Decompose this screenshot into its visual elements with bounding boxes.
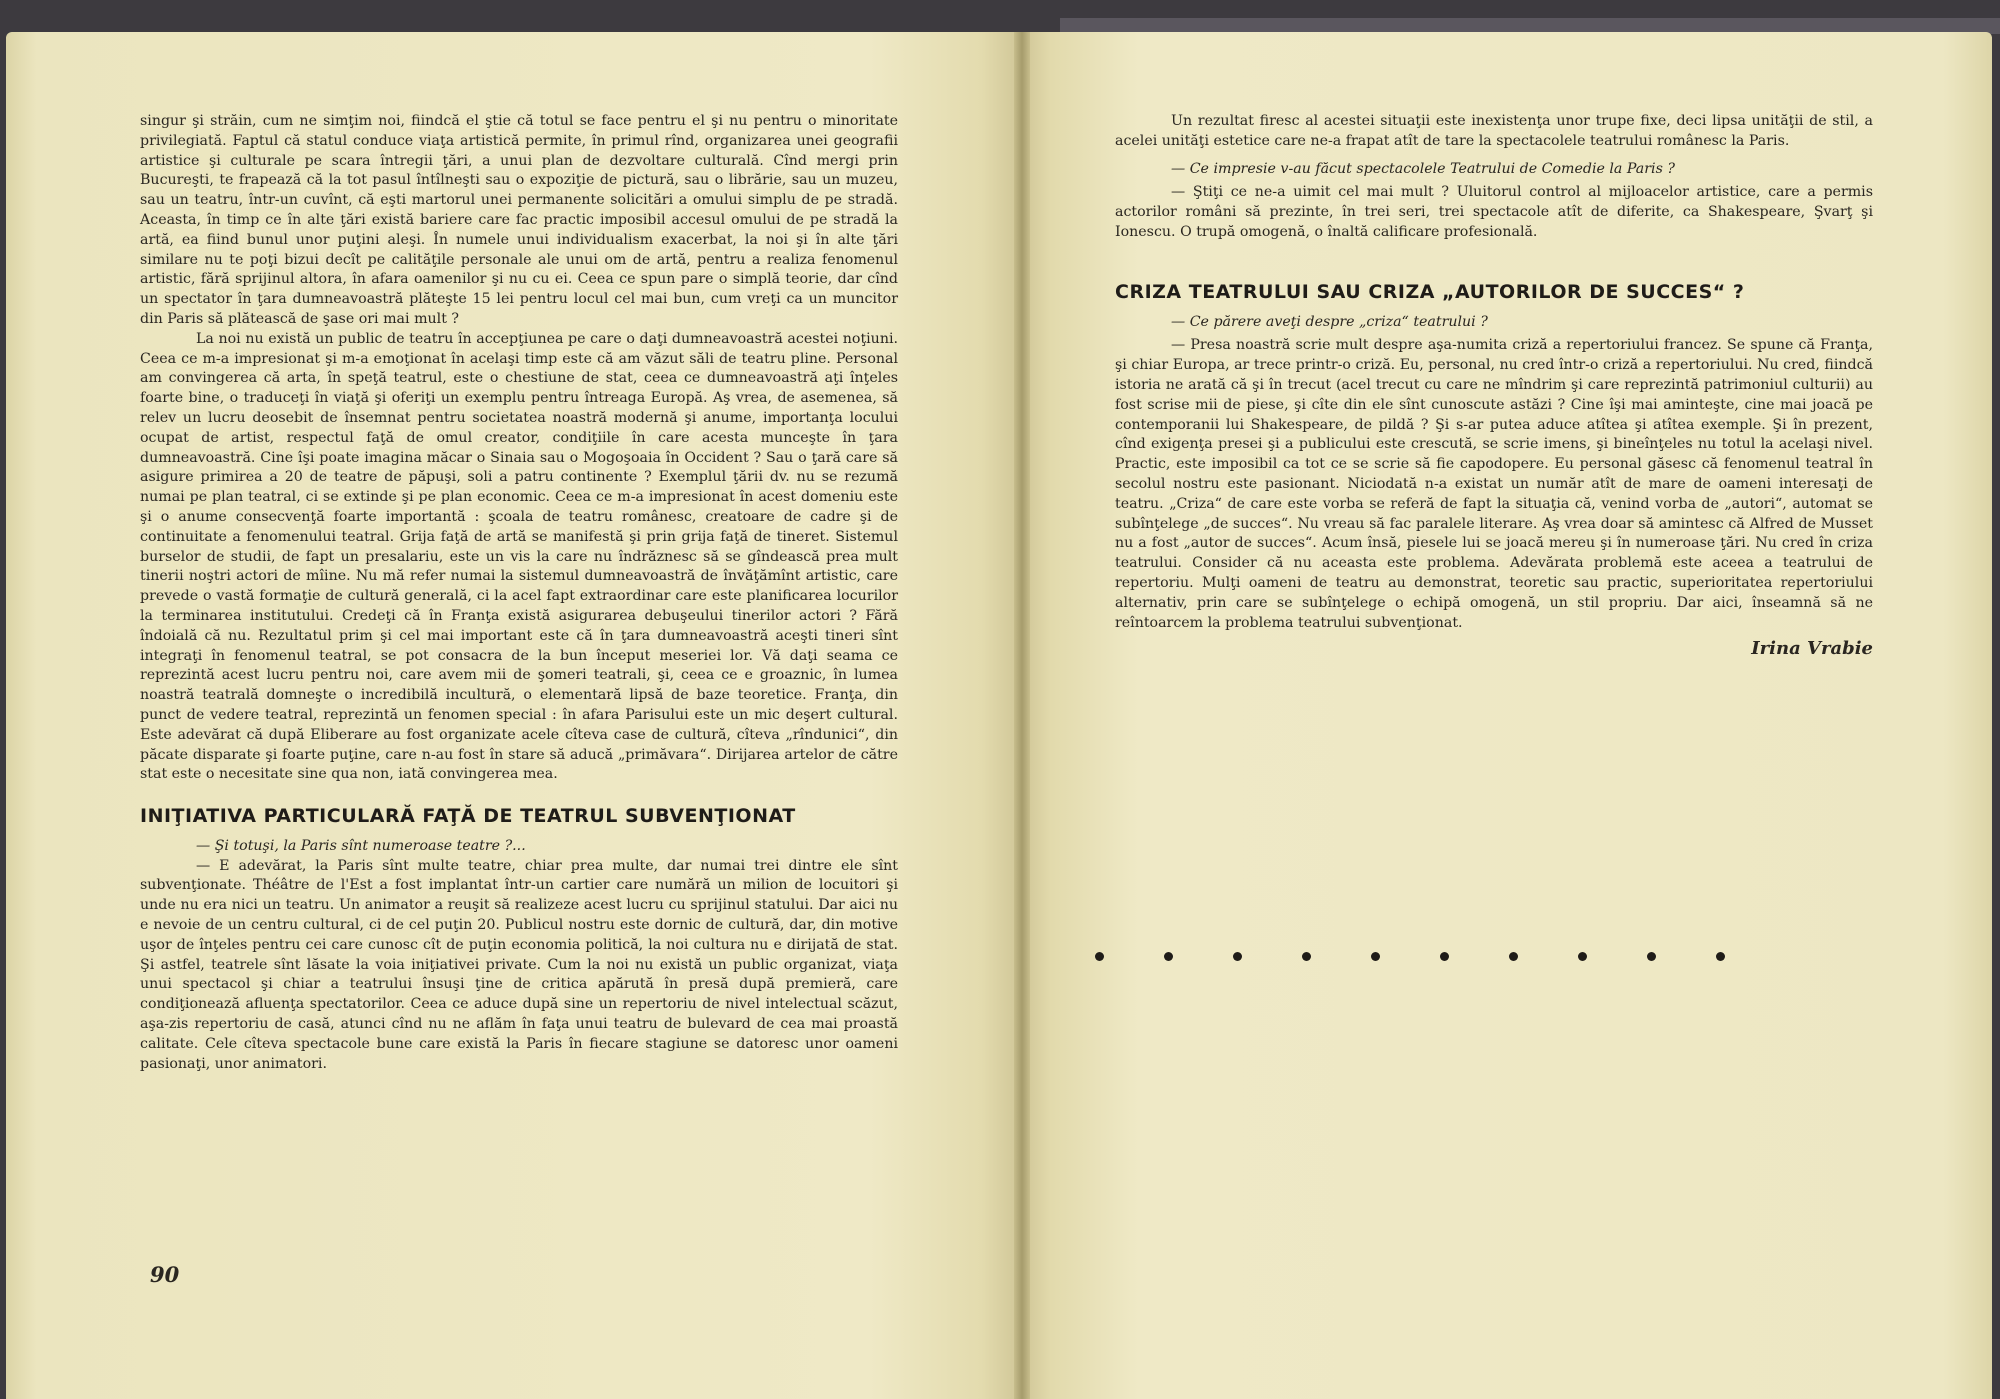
interview-question: — Şi totuşi, la Paris sînt numeroase teatre ?... (196, 837, 526, 854)
separator-dot (1302, 952, 1311, 961)
separator-dot (1578, 952, 1587, 961)
separator-dot (1095, 952, 1104, 961)
left-page-text (140, 112, 898, 1074)
left-paragraph-2: La noi nu există un public de teatru în accepţiunea pe care o daţi dumneavoastră acestei noţiuni. Ceea ce m-a impresionat şi m-a emoţionat în acelaşi timp este că am văzut săli de teatru pline. Personal am convingerea că arta, în speţă teatrul, este o chestiune de stat, ceea ce dumneavoastră aţi înţeles foarte bine, o traduceţi în viaţă şi oferiţi un exemplu pentru întreaga Europă. Aş vrea, de asemenea, să relev un lucru deosebit de însemnat pentru societatea noastră modernă şi anume, importanţa locului ocupat de artist, respectul faţă de omul creator, condiţiile în care acesta munceşte în ţara dumneavoastră. Cine îşi poate imagina măcar o Sinaia sau o Mogoşoaia în Occident ? Sau o ţară care să asigure primirea a 20 de teatre de păpuşi, soli a patru continente ? Exemplul ţării dv. nu se rezumă numai pe plan teatral, ci se extinde şi pe plan economic. Ceea ce m-a impresionat în acest domeniu este şi o anume consecvenţă foarte importantă : şcoala de teatru românesc, creatoare de cadre şi de continuitate a fenomenului teatral. Grija faţă de artă se manifestă şi prin grija faţă de tineret. Sistemul burselor de studii, de fapt un presalariu, este un vis la care nu îndrăznesc să se gîndească prea mult tinerii noştri actori de mîine. Nu mă refer numai la sistemul dumneavoastră de învăţămînt artistic, care prevede o vastă formaţie de cultură generală, ci la acel fapt extraordinar care este planificarea locurilor la terminarea institutului. Credeţi că în Franţa există asigurarea debuşeului tinerilor actori ? Fără îndoială că nu. Rezultatul prim şi cel mai important este că în ţara dumneavoastră aceşti tineri sînt integraţi în fenomenul teatral, se pot consacra de la bun început meseriei lor. Vă daţi seama ce reprezintă acest lucru pentru noi, care avem mii de şomeri teatrali, şi, ceea ce e groaznic, în lumea noastră teatrală domneşte o incredibilă incultură, o elementară lipsă de baze teoretice. Franţa, din punct de vedere teatral, reprezintă un fenomen special : în afara Parisului este un mic deşert cultural. Este adevărat că după Eliberare au fost organizate acele cîteva case de cultură, cîteva „rîndunici“, din păcate disparate şi foarte puţine, care n-au fost în stare să aducă „primăvara“. Dirijarea artelor de către stat este o necesitate sine qua non, iată convingerea mea. (140, 330, 898, 783)
left-paragraph-1: singur şi străin, cum ne simţim noi, fiindcă el ştie că totul se face pentru el şi nu pentru o minoritate privilegiată. Faptul că statul conduce viaţa artistică permite, în primul rînd, organizarea unei geografii artistice şi culturale pe scara întregii ţări, a unui plan de dezvoltare culturală. Cînd mergi prin Bucureşti, te frapează că la tot pasul întîlneşti sau o expoziţie de pictură, sau o librărie, sau un muzeu, sau un teatru, într-un cuvînt, că eşti martorul unei permanente solicitări a omului simplu de pe stradă. Aceasta, în timp ce în alte ţări există bariere care fac practic imposibil accesul omului de pe stradă la artă, ea fiind bunul unor puţini aleşi. În numele unui individualism exacerbat, la noi şi în alte ţări similare nu te poţi bizui decît pe calităţile personale ale unui om de artă, pentru a realiza fenomenul artistic, fără sprijinul altora, în afara oamenilor şi nu cu ei. Ceea ce spun pare o simplă teorie, dar cînd un spectator în ţara dumneavoastră plăteşte 15 lei pentru locul cel mai bun, cum vreţi ca un muncitor din Paris să plătească de şase ori mai mult ? (140, 113, 898, 327)
section-heading-criza: CRIZA TEATRULUI SAU CRIZA „AUTORILOR DE SUCCES“ ? (1115, 280, 1745, 303)
separator-dot (1371, 952, 1380, 961)
interview-answer-1: — Ştiţi ce ne-a uimit cel mai mult ? Uluitorul control al mijloacelor artistice, care a permis actorilor români să prezinte, în trei seri, trei spectacole atît de diferite, ca Shakespeare, Şvarţ şi Ionescu. O trupă omogenă, o înaltă calificare profesională. (1115, 184, 1873, 240)
separator-dot (1716, 952, 1725, 961)
separator-dot (1440, 952, 1449, 961)
separator-dot (1509, 952, 1518, 961)
section-heading-initiativa: INIŢIATIVA PARTICULARĂ FAŢĂ DE TEATRUL SUBVENŢIONAT (140, 805, 796, 828)
author-signature: Irina Vrabie (1751, 638, 1873, 660)
interview-answer-2: — Presa noastră scrie mult despre aşa-numita criză a repertoriului francez. Se spune că Franţa, şi chiar Europa, ar trece printr-o criză. Eu, personal, nu cred într-o criză a repertoriului. Nu cred, fiindcă istoria ne arată că şi în trecut (acel trecut cu care ne mîndrim şi care reprezintă patrimoniul culturii) au fost scrise mii de piese, şi cîte din ele sînt cunoscute astăzi ? Cine îşi mai aminteşte, cine mai joacă pe contemporanii lui Shakespeare, de pildă ? Şi s-ar putea aduce atîtea şi atîtea exemple. Şi în prezent, cînd exigenţa presei şi a publicului este crescută, se scrie imens, şi bineînţeles nu totul la acelaşi nivel. Practic, este imposibil ca tot ce se scrie să fie capodopere. Eu personal găsesc că fenomenul teatral în secolul nostru este pasionant. Niciodată n-a existat un număr atît de mare de oameni interesaţi de teatru. „Criza“ de care este vorba se referă de fapt la situaţia că, venind vorba de „autori“, automat se subînţelege „de succes“. Nu vreau să fac paralele literare. Aş vrea doar să amintesc că Alfred de Musset nu a fost „autor de succes“. Acum însă, piesele lui se joacă mereu şi în numeroase ţări. Nu cred în criza teatrului. Consider că nu aceasta este problema. Adevărata problemă este aceea a teatrului de repertoriu. Mulţi oameni de teatru au demonstrat, teoretic sau practic, superioritatea repertoriului alternativ, prin care se subînţelege o echipă omogenă, un stil propriu. Dar aici, înseamnă să ne reîntoarcem la problema teatrului subvenţionat. (1115, 337, 1873, 631)
interview-question-1: — Ce impresie v-au făcut spectacolele Teatrului de Comedie la Paris ? (1171, 160, 1675, 177)
separator-dot (1164, 952, 1173, 961)
decorative-dot-separator (1095, 952, 1725, 961)
interview-question-2: — Ce părere aveţi despre „criza“ teatrului ? (1171, 313, 1488, 330)
right-page-text (1115, 112, 1873, 659)
separator-dot (1647, 952, 1656, 961)
page-number: 90 (150, 1262, 180, 1287)
right-intro-paragraph: Un rezultat firesc al acestei situaţii este inexistenţa unor trupe fixe, deci lipsa unităţii de stil, a acelei unităţi estetice care ne-a frapat atît de tare la spectacolele teatrului românesc la Paris. (1115, 113, 1873, 149)
separator-dot (1233, 952, 1242, 961)
book-gutter (1014, 32, 1030, 1399)
interview-answer: — E adevărat, la Paris sînt multe teatre, chiar prea multe, dar numai trei dintre ele sînt subvenţionate. Théâtre de l'Est a fost implantat într-un cartier care numără un milion de locuitori şi unde nu era nici un teatru. Un animator a reuşit să realizeze acest lucru cu sprijinul statului. Dar aici nu e nevoie de un centru cultural, ci de cel puţin 20. Publicul nostru este dornic de cultură, dar, din motive uşor de înţeles pentru cei care cunosc cît de puţin economia politică, la noi cultura nu e dirijată de stat. Şi astfel, teatrele sînt lăsate la voia iniţiativei private. Cum la noi nu există un public organizat, viaţa unui spectacol şi chiar a teatrului însuşi ţine de critica apărută în presă după premieră, care condiţionează afluenţa spectatorilor. Ceea ce aduce după sine un repertoriu de nivel intelectual scăzut, aşa-zis repertoriu de casă, atunci cînd nu ne aflăm în faţa unui teatru de bulevard de cea mai proastă calitate. Cele cîteva spectacole bune care există la Paris în fiecare stagiune se datoresc unor oameni pasionaţi, unor animatori. (140, 857, 898, 1072)
